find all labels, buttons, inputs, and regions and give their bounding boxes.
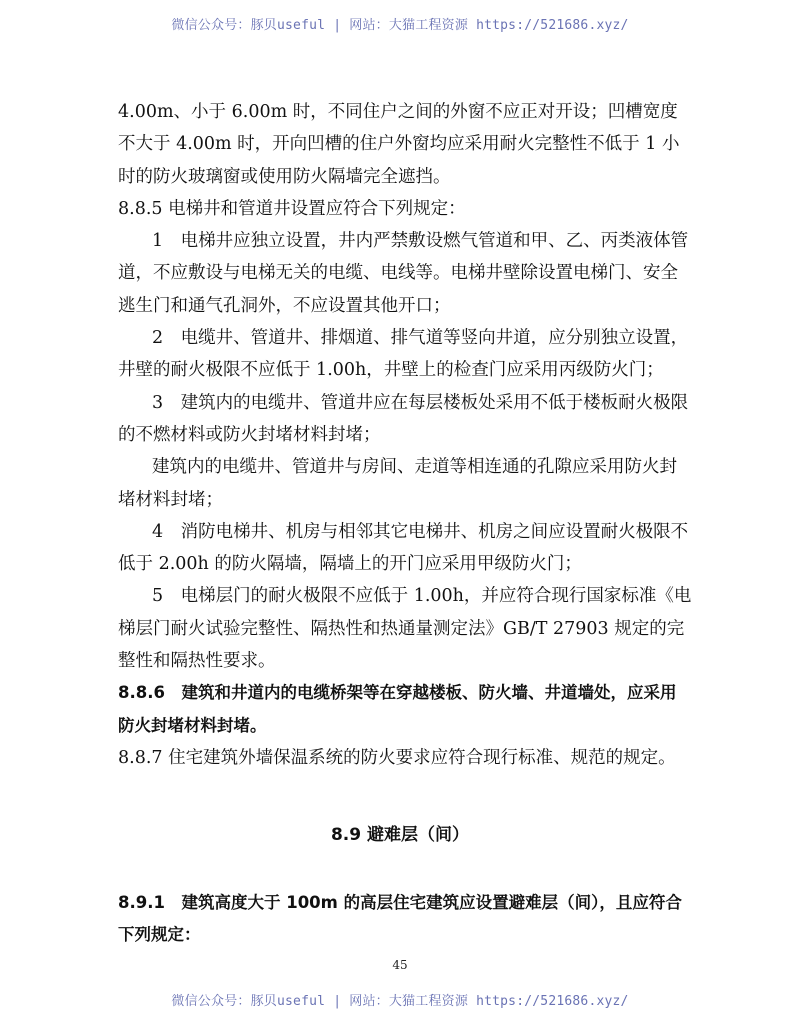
clause-8-8-5: 8.8.5 电梯井和管道井设置应符合下列规定： — [118, 198, 466, 219]
clause-8-9-1: 8.9.1 建筑高度大于 100m 的高层住宅建筑应设置避难层（间），且应符合下列规定： — [118, 892, 682, 944]
clause-8-8-5-item-3: 3 建筑内的电缆井、管道井应在每层楼板处采用不低于楼板耐火极限的不燃材料或防火封堵材料封堵； — [118, 392, 689, 445]
clause-8-8-5-item-2: 2 电缆井、管道井、排烟道、排气道等竖向井道，应分别独立设置，井壁的耐火极限不应低于 1.00h，井壁上的检查门应采用丙级防火门； — [118, 328, 689, 381]
paragraph-window-spacing: 4.00m、小于 6.00m 时，不同住户之间的外窗不应正对开设；凹槽宽度不大于 4.00m 时，开向凹槽的住户外窗均应采用耐火完整性不低于 1 小时的防火玻璃窗或使用防火隔墙完全遮挡。 — [118, 102, 680, 187]
clause-8-8-5-item-5: 5 电梯层门的耐火极限不应低于 1.00h，并应符合现行国家标准《电梯层门耐火试验完整性、隔热性和热通量测定法》GB/T 27903 规定的完整性和隔热性要求。 — [118, 586, 692, 672]
document-body — [118, 96, 692, 774]
clause-8-8-6: 8.8.6 建筑和井道内的电缆桥架等在穿越楼板、防火墙、井道墙处，应采用防火封堵材料封堵。 — [118, 683, 677, 735]
clause-8-8-5-item-3-continued: 建筑内的电缆井、管道井与房间、走道等相连通的孔隙应采用防火封堵材料封堵； — [118, 457, 677, 510]
clause-8-8-5-item-1: 1 电梯井应独立设置，井内严禁敷设燃气管道和甲、乙、丙类液体管道，不应敷设与电梯无关的电缆、电线等。电梯井壁除设置电梯门、安全逃生门和通气孔洞外，不应设置其他开口； — [118, 231, 689, 316]
section-heading-8-9: 8.9 避难层（间） — [330, 825, 470, 845]
footer-watermark: 微信公众号：豚贝useful | 网站：大猫工程资源 https://521686.xyz/ — [171, 994, 629, 1009]
clause-8-8-7: 8.8.7 住宅建筑外墙保温系统的防火要求应符合现行标准、规范的规定。 — [118, 747, 676, 768]
page-number: 45 — [392, 958, 408, 972]
clause-8-8-5-item-4: 4 消防电梯井、机房与相邻其它电梯井、机房之间应设置耐火极限不低于 2.00h 的防火隔墙，隔墙上的开门应采用甲级防火门； — [118, 521, 689, 575]
header-watermark: 微信公众号：豚贝useful | 网站：大猫工程资源 https://521686.xyz/ — [171, 18, 629, 33]
